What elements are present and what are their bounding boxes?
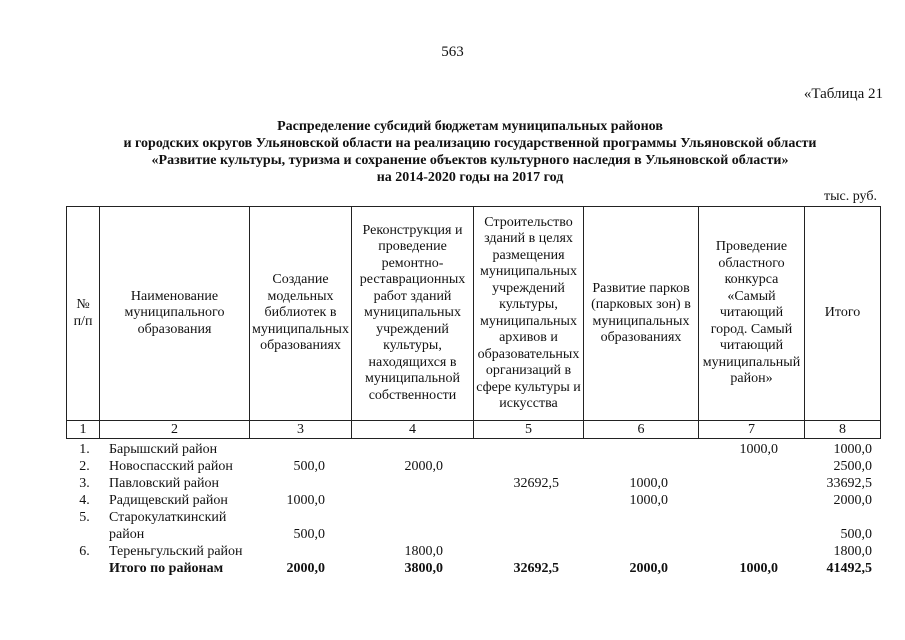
cell-construction (477, 509, 587, 543)
cell-libraries: 500,0 (293, 527, 325, 542)
cell-contest (702, 492, 808, 509)
row-municipality: Новоспасский район (109, 459, 233, 474)
col-header-libraries: Создание модельных библиотек в муниципальных образованиях (250, 207, 352, 421)
cell-construction (477, 458, 587, 475)
cell-libraries: 1000,0 (286, 493, 325, 508)
row-number: 5. (79, 510, 90, 525)
cell-reconstruction (355, 475, 477, 492)
column-number: 8 (805, 421, 881, 439)
column-number: 7 (699, 421, 805, 439)
subsidy-table-header (66, 206, 881, 439)
row-municipality: Радищевский район (109, 493, 228, 508)
cell-reconstruction (355, 441, 477, 458)
row-municipality: Старокулаткинский район (109, 510, 227, 542)
total-parks: 2000,0 (629, 561, 668, 576)
cell-total: 2500,0 (833, 459, 872, 474)
table-reference: «Таблица 21 (803, 86, 883, 102)
row-number: 4. (79, 493, 90, 508)
cell-total: 1000,0 (833, 442, 872, 457)
cell-construction (477, 441, 587, 458)
row-municipality: Павловский район (109, 476, 219, 491)
title-line: на 2014-2020 годы на 2017 год (376, 170, 564, 185)
title-line: «Развитие культуры, туризма и сохранение объектов культурного наследия в Ульяновской области» (151, 153, 789, 168)
table-row (66, 492, 880, 509)
cell-construction: 32692,5 (513, 476, 559, 491)
col-header-contest: Проведение областного конкурса «Самый читающий город. Самый читающий муниципальный район» (699, 207, 805, 421)
table-row (66, 475, 880, 492)
total-sum: 41492,5 (826, 561, 872, 576)
row-municipality: Тереньгульский район (109, 544, 243, 559)
cell-total: 1800,0 (833, 544, 872, 559)
row-number: 6. (79, 544, 90, 559)
cell-total: 500,0 (840, 527, 872, 542)
cell-contest (702, 475, 808, 492)
col-header-municipality: Наименование муниципального образования (100, 207, 250, 421)
column-number: 2 (100, 421, 250, 439)
column-number: 4 (352, 421, 474, 439)
units-label: тыс. руб. (824, 189, 877, 204)
cell-construction (477, 543, 587, 560)
cell-libraries: 500,0 (293, 459, 325, 474)
cell-contest (702, 509, 808, 543)
table-row (66, 441, 880, 458)
page-number: 563 (441, 44, 464, 60)
col-header-number: № п/п (67, 207, 100, 421)
row-number: 3. (79, 476, 90, 491)
cell-reconstruction: 2000,0 (404, 459, 443, 474)
col-header-total: Итого (805, 207, 881, 421)
cell-libraries (253, 475, 355, 492)
cell-parks (587, 543, 702, 560)
col-header-parks: Развитие парков (парковых зон) в муниципальных образованиях (584, 207, 699, 421)
row-municipality: Барышский район (109, 442, 218, 457)
cell-parks (587, 509, 702, 543)
cell-parks (587, 441, 702, 458)
cell-parks (587, 458, 702, 475)
col-header-construction: Строительство зданий в целях размещения муниципальных учреждений культуры, муниципальных архивов и образовательных организаций в сфере культуры и искусства (474, 207, 584, 421)
title-line: Распределение субсидий бюджетам муниципальных районов (277, 119, 663, 134)
column-number: 5 (474, 421, 584, 439)
total-libraries: 2000,0 (286, 561, 325, 576)
table-row (66, 543, 880, 560)
cell-reconstruction: 1800,0 (404, 544, 443, 559)
cell-contest (702, 458, 808, 475)
cell-construction (477, 492, 587, 509)
column-number: 6 (584, 421, 699, 439)
subsidy-table-body (66, 441, 880, 577)
cell-total: 33692,5 (826, 476, 872, 491)
total-contest: 1000,0 (739, 561, 778, 576)
cell-parks: 1000,0 (629, 493, 668, 508)
table-row (66, 458, 880, 475)
col-header-reconstruction: Реконструкция и проведение ремонтно-реставрационных работ зданий муниципальных учреждений культуры, находящихся в муниципальной собственности (352, 207, 474, 421)
cell-total: 2000,0 (833, 493, 872, 508)
total-label: Итого по районам (109, 561, 224, 576)
cell-contest: 1000,0 (739, 442, 778, 457)
column-number: 3 (250, 421, 352, 439)
cell-reconstruction (355, 509, 477, 543)
document-title (0, 118, 905, 186)
table-row (66, 509, 880, 543)
cell-reconstruction (355, 492, 477, 509)
cell-contest (702, 543, 808, 560)
column-number: 1 (67, 421, 100, 439)
title-line: и городских округов Ульяновской области на реализацию государственной программы Ульяновской области (123, 136, 817, 151)
cell-parks: 1000,0 (629, 476, 668, 491)
table-total-row (66, 560, 880, 577)
row-number (66, 560, 103, 577)
total-construction: 32692,5 (513, 561, 559, 576)
row-number: 2. (79, 459, 90, 474)
total-reconstruction: 3800,0 (404, 561, 443, 576)
cell-libraries (253, 441, 355, 458)
cell-libraries (253, 543, 355, 560)
row-number: 1. (79, 442, 90, 457)
